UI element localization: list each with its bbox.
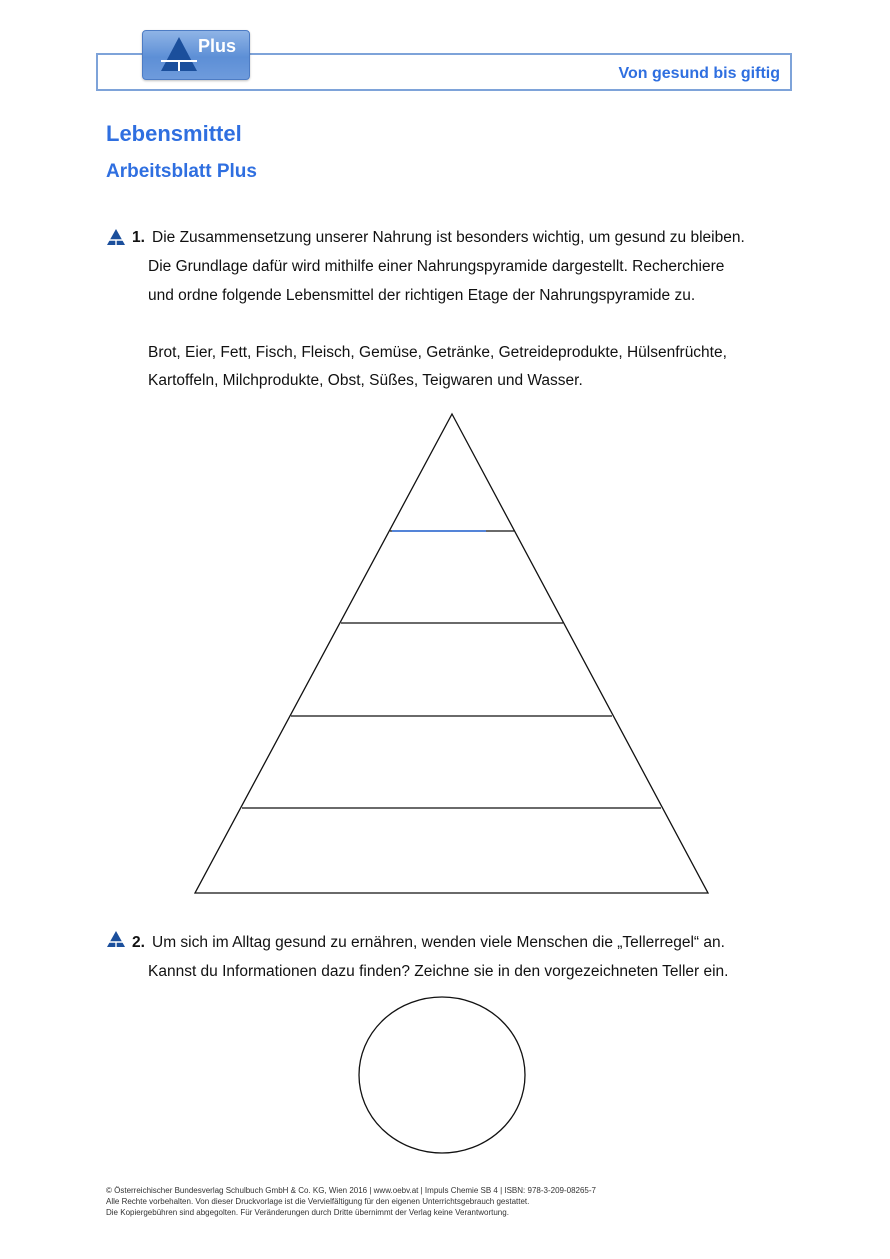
task-number: 1. — [132, 229, 145, 246]
task-text-line: Kannst du Informationen dazu finden? Zeichne sie in den vorgezeichneten Teller ein. — [148, 963, 729, 980]
food-list-line: Kartoffeln, Milchprodukte, Obst, Süßes, Teigwaren und Wasser. — [148, 372, 583, 389]
plus-logo — [142, 30, 250, 80]
task-pyramid-icon — [106, 228, 126, 246]
footer-copyright: © Österreichischer Bundesverlag Schulbuch GmbH & Co. KG, Wien 2016 | www.oebv.at | Impuls Chemie SB 4 | ISBN: 978-3-209-08265-7 — [106, 1186, 596, 1195]
logo-text: Plus — [198, 36, 237, 56]
header-title: Von gesund bis giftig — [618, 65, 780, 82]
page-title: Lebensmittel — [106, 121, 242, 146]
task-text-line: und ordne folgende Lebensmittel der richtigen Etage der Nahrungspyramide zu. — [148, 287, 696, 304]
page-subtitle: Arbeitsblatt Plus — [106, 161, 257, 182]
footer-disclaimer: Die Kopiergebühren sind abgegolten. Für Veränderungen durch Dritte übernimmt der Verlag keine Verantwortung. — [106, 1208, 509, 1217]
task-number: 2. — [132, 934, 145, 951]
task-pyramid-icon — [106, 930, 126, 948]
task-text-line: Die Grundlage dafür wird mithilfe einer Nahrungspyramide dargestellt. Recherchiere — [148, 258, 725, 275]
task-text-line: Die Zusammensetzung unserer Nahrung ist besonders wichtig, um gesund zu bleiben. — [152, 229, 745, 246]
food-list-line: Brot, Eier, Fett, Fisch, Fleisch, Gemüse, Getränke, Getreideprodukte, Hülsenfrüchte, — [148, 344, 727, 361]
pyramid-outline — [195, 414, 708, 893]
task-text-line: Um sich im Alltag gesund zu ernähren, wenden viele Menschen die „Tellerregel“ an. — [152, 934, 725, 951]
plate-outline — [359, 997, 525, 1153]
footer-rights: Alle Rechte vorbehalten. Von dieser Druckvorlage ist die Vervielfältigung für den eigenen Unterrichtsgebrauch gestattet. — [106, 1197, 530, 1206]
